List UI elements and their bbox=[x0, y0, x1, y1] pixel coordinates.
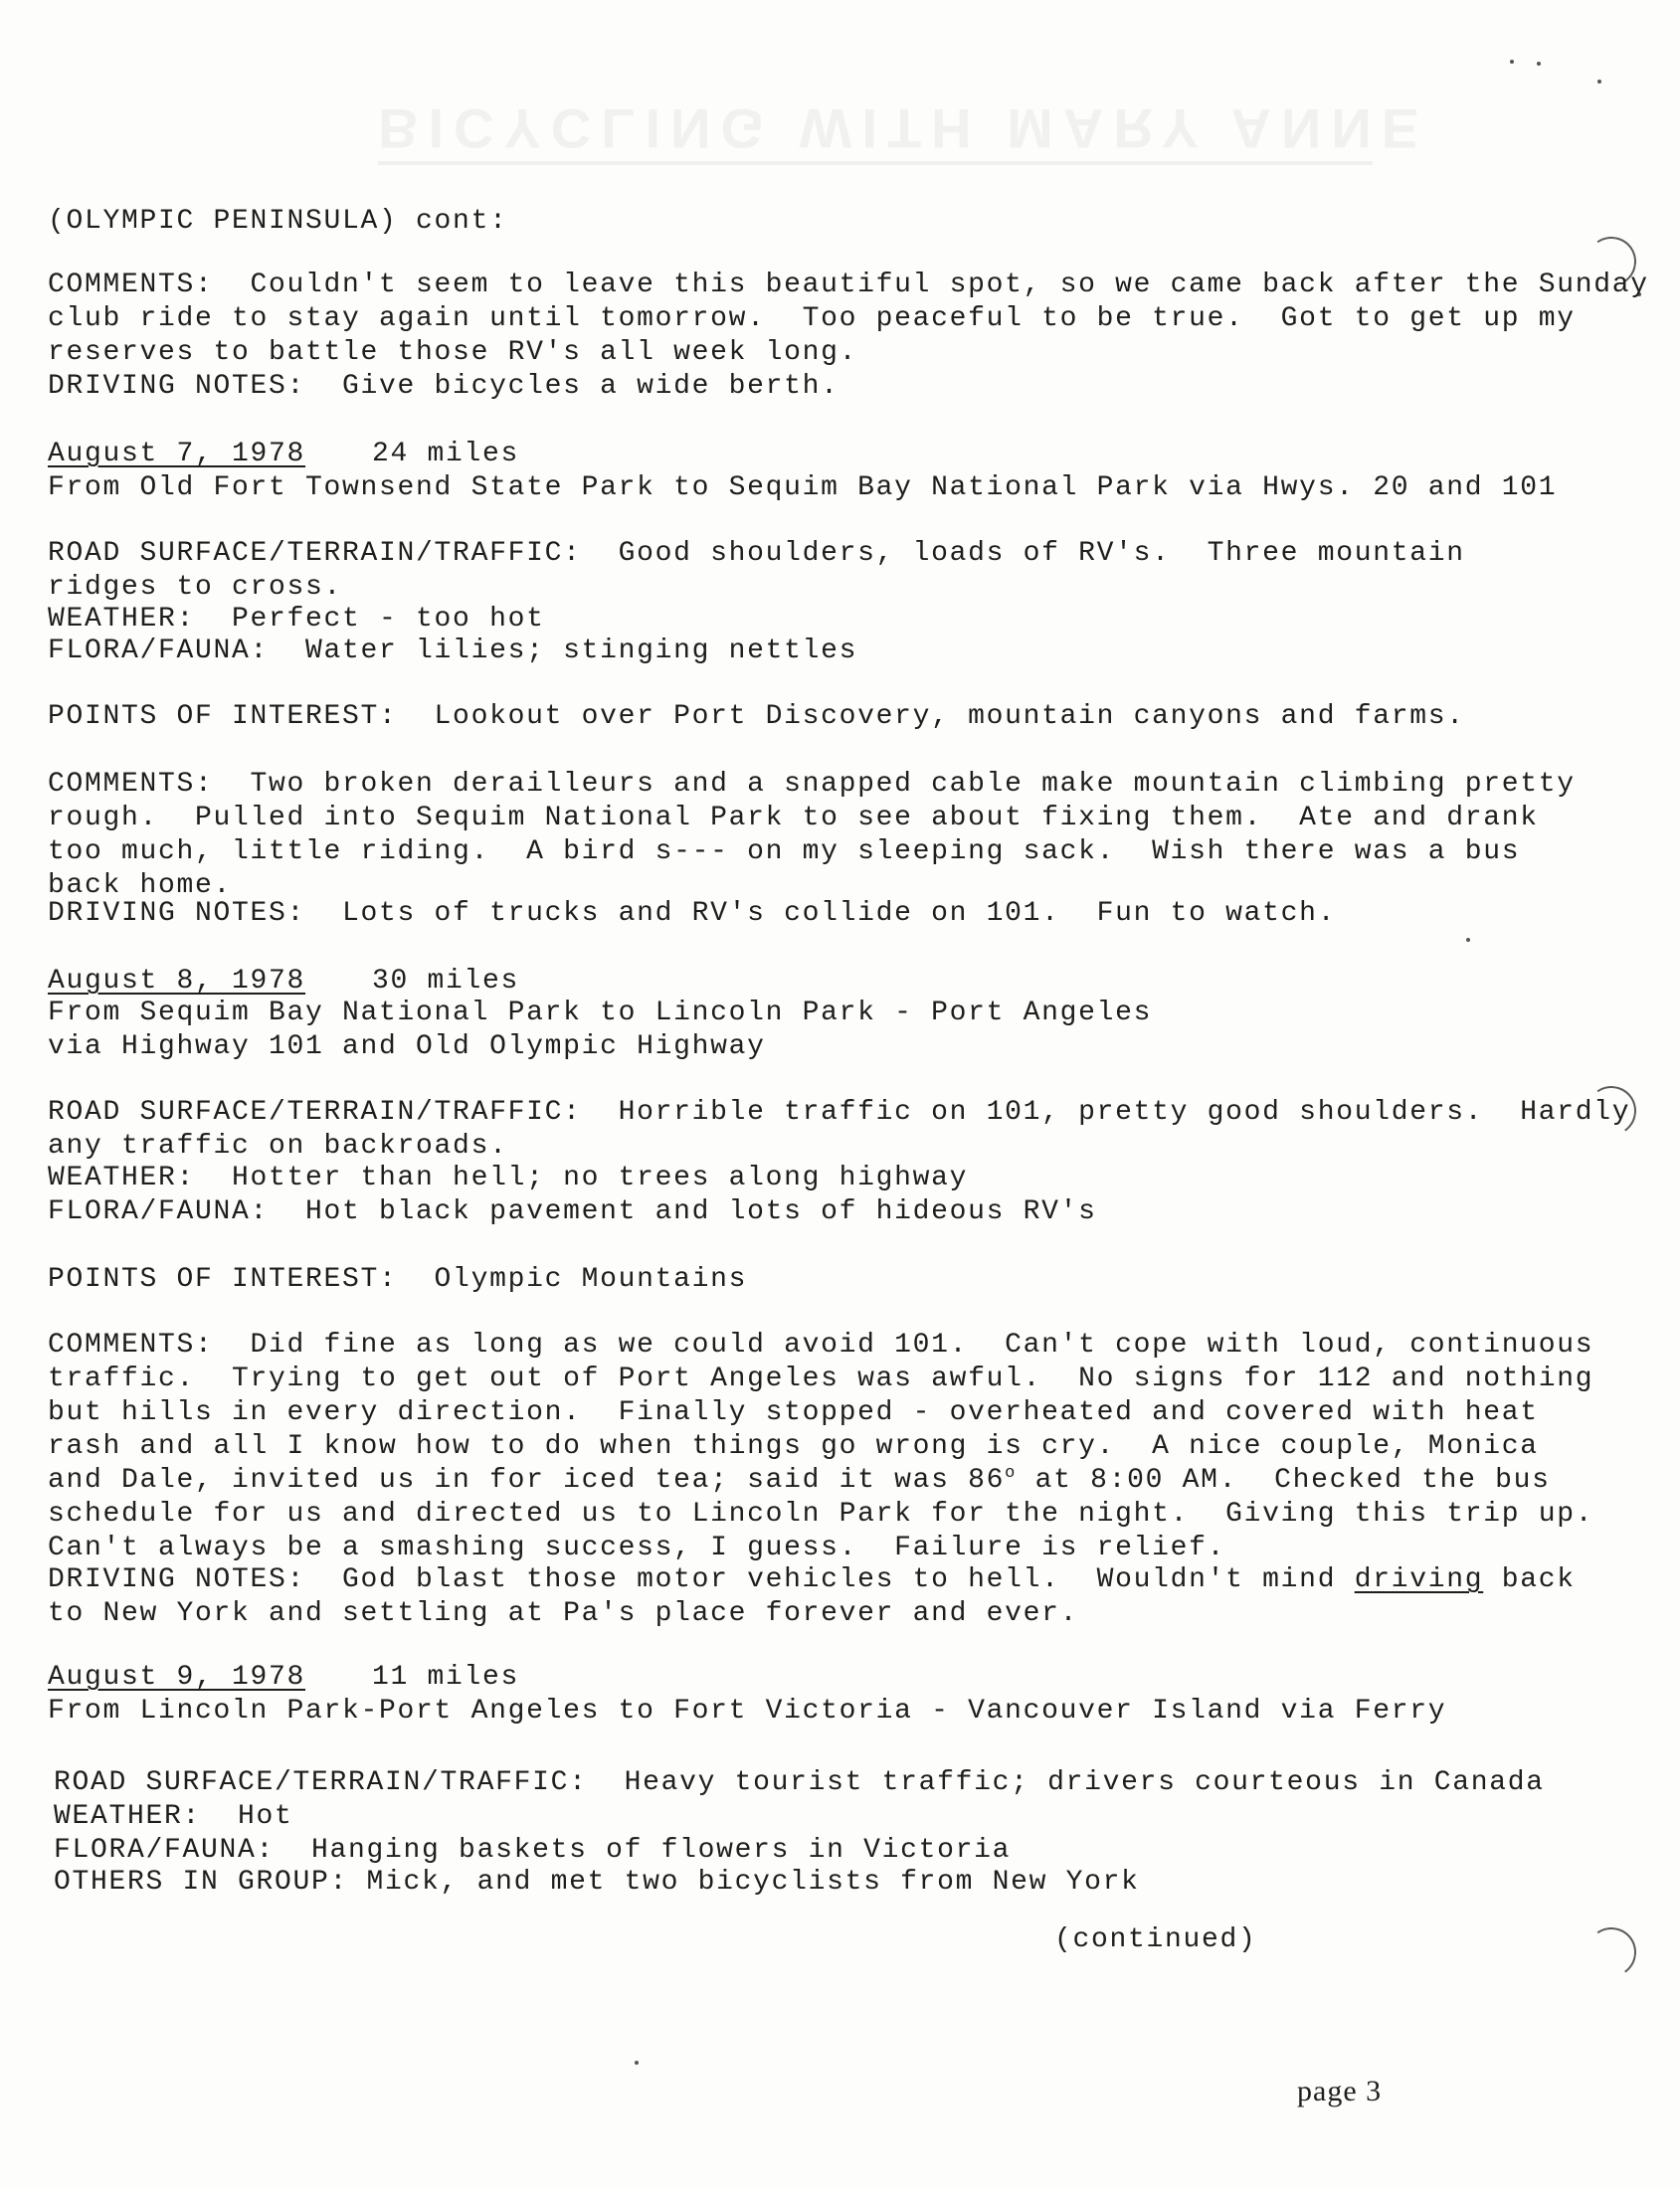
day3-others: OTHERS IN GROUP: Mick, and met two bicyclists from New York bbox=[54, 1867, 1140, 1898]
continued-note: (continued) bbox=[1054, 1924, 1257, 1955]
day1-driving-notes: DRIVING NOTES: Lots of trucks and RV's collide on 101. Fun to watch. bbox=[48, 898, 1337, 929]
speck bbox=[1597, 80, 1601, 84]
day2-driving-notes bbox=[48, 1563, 1576, 1597]
day2-comments-line bbox=[48, 1464, 1551, 1498]
intro-comments-line: reserves to battle those RV's all week long. bbox=[48, 337, 858, 368]
day1-date: August 7, 1978 bbox=[48, 439, 306, 469]
emphasized-word: driving bbox=[1354, 1564, 1484, 1595]
day2-comments-line: schedule for us and directed us to Lincoln Park for the night. Giving this trip up. bbox=[48, 1499, 1594, 1530]
day2-date: August 8, 1978 bbox=[48, 966, 306, 997]
driving-notes-text: DRIVING NOTES: God blast those motor vehicles to hell. Wouldn't mind bbox=[48, 1564, 1355, 1595]
day2-comments-line: Can't always be a smashing success, I guess. Failure is relief. bbox=[48, 1533, 1226, 1563]
day3-road: ROAD SURFACE/TERRAIN/TRAFFIC: Heavy tourist traffic; drivers courteous in Canada bbox=[54, 1767, 1545, 1798]
intro-comments-line: club ride to stay again until tomorrow. Too peaceful to be true. Got to get up my bbox=[48, 303, 1576, 334]
day3-flora: FLORA/FAUNA: Hanging baskets of flowers in Victoria bbox=[54, 1835, 1012, 1866]
day2-weather: WEATHER: Hotter than hell; no trees along highway bbox=[48, 1163, 969, 1193]
day1-road: ROAD SURFACE/TERRAIN/TRAFFIC: Good shoulders, loads of RV's. Three mountain bbox=[48, 538, 1465, 569]
day2-comments-line: COMMENTS: Did fine as long as we could avoid 101. Can't cope with loud, continuous bbox=[48, 1330, 1594, 1361]
day1-comments-line: too much, little riding. A bird s--- on my sleeping sack. Wish there was a bus bbox=[48, 836, 1521, 867]
day1-comments-line: back home. bbox=[48, 870, 233, 901]
speck bbox=[1466, 938, 1470, 942]
day1-weather: WEATHER: Perfect - too hot bbox=[48, 604, 545, 635]
day2-miles: 30 miles bbox=[372, 966, 520, 997]
day2-driving-notes: to New York and settling at Pa's place forever and ever. bbox=[48, 1598, 1079, 1629]
day1-comments-line: rough. Pulled into Sequim National Park to see about fixing them. Ate and drank bbox=[48, 803, 1539, 833]
day1-road: ridges to cross. bbox=[48, 572, 343, 603]
comments-text: at 8:00 AM. Checked the bus bbox=[1017, 1465, 1551, 1496]
speck bbox=[1510, 60, 1514, 64]
day2-flora: FLORA/FAUNA: Hot black pavement and lots of hideous RV's bbox=[48, 1196, 1097, 1227]
comments-text: and Dale, invited us in for iced tea; said it was 86 bbox=[48, 1465, 1006, 1496]
faded-header-rule bbox=[378, 161, 1373, 165]
day2-road: ROAD SURFACE/TERRAIN/TRAFFIC: Horrible traffic on 101, pretty good shoulders. Hardly bbox=[48, 1097, 1631, 1128]
driving-notes-text: back bbox=[1483, 1564, 1576, 1595]
section-title: (OLYMPIC PENINSULA) cont: bbox=[48, 206, 508, 237]
intro-driving-notes: DRIVING NOTES: Give bicycles a wide berth. bbox=[48, 371, 840, 402]
day3-date: August 9, 1978 bbox=[48, 1662, 306, 1693]
binder-hole-bottom bbox=[1583, 1923, 1640, 1981]
day2-road: any traffic on backroads. bbox=[48, 1131, 508, 1162]
intro-comments-line: COMMENTS: Couldn't seem to leave this beautiful spot, so we came back after the Sunday bbox=[48, 270, 1649, 300]
page-number: page 3 bbox=[1297, 2075, 1383, 2107]
day2-route: via Highway 101 and Old Olympic Highway bbox=[48, 1031, 766, 1062]
day1-comments-line: COMMENTS: Two broken derailleurs and a snapped cable make mountain climbing pretty bbox=[48, 769, 1576, 800]
day2-comments-line: rash and all I know how to do when things go wrong is cry. A nice couple, Monica bbox=[48, 1431, 1539, 1462]
speck bbox=[1537, 62, 1541, 66]
day1-miles: 24 miles bbox=[372, 439, 520, 469]
faded-header-watermark: BICYCLING WITH MARY ANNE bbox=[378, 97, 1429, 160]
degree-mark: o bbox=[1005, 1464, 1018, 1483]
day1-points: POINTS OF INTEREST: Lookout over Port Discovery, mountain canyons and farms. bbox=[48, 701, 1465, 732]
day2-comments-line: but hills in every direction. Finally stopped - overheated and covered with heat bbox=[48, 1397, 1539, 1428]
day2-points: POINTS OF INTEREST: Olympic Mountains bbox=[48, 1264, 748, 1295]
day1-route: From Old Fort Townsend State Park to Sequim Bay National Park via Hwys. 20 and 101 bbox=[48, 472, 1558, 503]
day3-miles: 11 miles bbox=[372, 1662, 520, 1693]
day2-route: From Sequim Bay National Park to Lincoln Park - Port Angeles bbox=[48, 998, 1153, 1028]
day3-route: From Lincoln Park-Port Angeles to Fort Victoria - Vancouver Island via Ferry bbox=[48, 1696, 1447, 1727]
day2-comments-line: traffic. Trying to get out of Port Angeles was awful. No signs for 112 and nothing bbox=[48, 1364, 1594, 1394]
day1-flora: FLORA/FAUNA: Water lilies; stinging nettles bbox=[48, 636, 858, 666]
day3-weather: WEATHER: Hot bbox=[54, 1801, 293, 1832]
speck bbox=[635, 2061, 639, 2065]
